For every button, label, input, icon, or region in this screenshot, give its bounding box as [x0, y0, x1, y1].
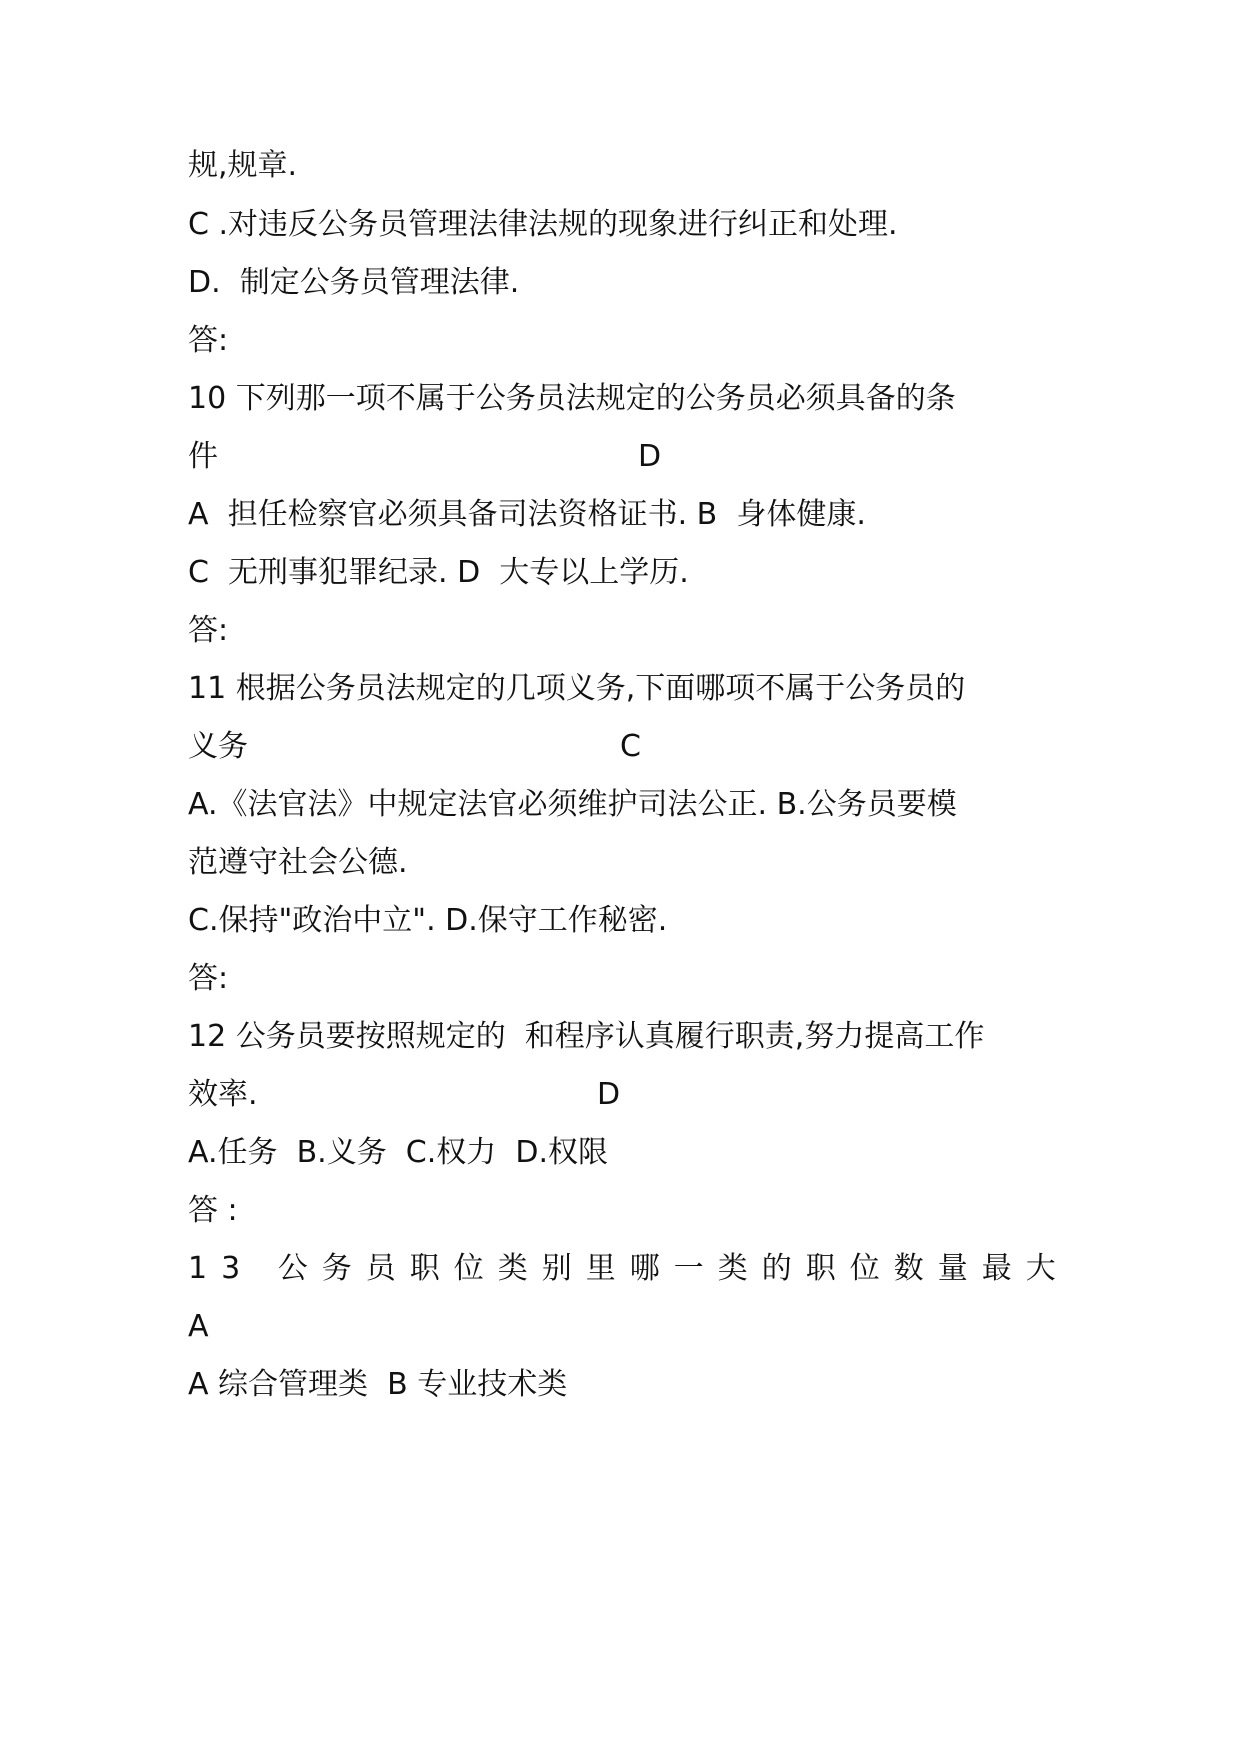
- option-line: 范遵守社会公德.: [188, 845, 408, 880]
- question-12: 12 公务员要按照规定的 和程序认真履行职责,努力提高工作: [188, 1019, 985, 1054]
- question-10: 10 下列那一项不属于公务员法规定的公务员必须具备的条: [188, 381, 956, 416]
- text-line: 规,规章.: [188, 148, 298, 183]
- option-line: C.保持"政治中立". D.保守工作秘密.: [188, 903, 668, 938]
- question-11: 11 根据公务员法规定的几项义务,下面哪项不属于公务员的: [188, 671, 966, 706]
- question-12-cont: 效率.: [188, 1077, 258, 1112]
- option-line: A 担任检察官必须具备司法资格证书. B 身体健康.: [188, 497, 866, 532]
- question-10-answer: D: [638, 439, 662, 474]
- option-line: C .对违反公务员管理法律法规的现象进行纠正和处理.: [188, 207, 898, 242]
- option-line: A 综合管理类 B 专业技术类: [188, 1367, 568, 1402]
- question-13-answer: A: [188, 1309, 209, 1344]
- option-line: A.任务 B.义务 C.权力 D.权限: [188, 1135, 608, 1170]
- answer-label: 答:: [188, 613, 229, 648]
- question-11-cont: 义务: [188, 729, 248, 764]
- answer-label: 答 :: [188, 1193, 238, 1228]
- question-12-answer: D: [597, 1077, 621, 1112]
- question-13: 13 公务员职位类别里哪一类的职位数量最大: [188, 1251, 1070, 1286]
- answer-label: 答:: [188, 961, 229, 996]
- option-line: D. 制定公务员管理法律.: [188, 265, 520, 300]
- option-line: C 无刑事犯罪纪录. D 大专以上学历.: [188, 555, 689, 590]
- answer-label: 答:: [188, 323, 229, 358]
- option-line: A.《法官法》中规定法官必须维护司法公正. B.公务员要模: [188, 787, 957, 822]
- question-10-cont: 件: [188, 439, 218, 474]
- question-11-answer: C: [620, 729, 641, 764]
